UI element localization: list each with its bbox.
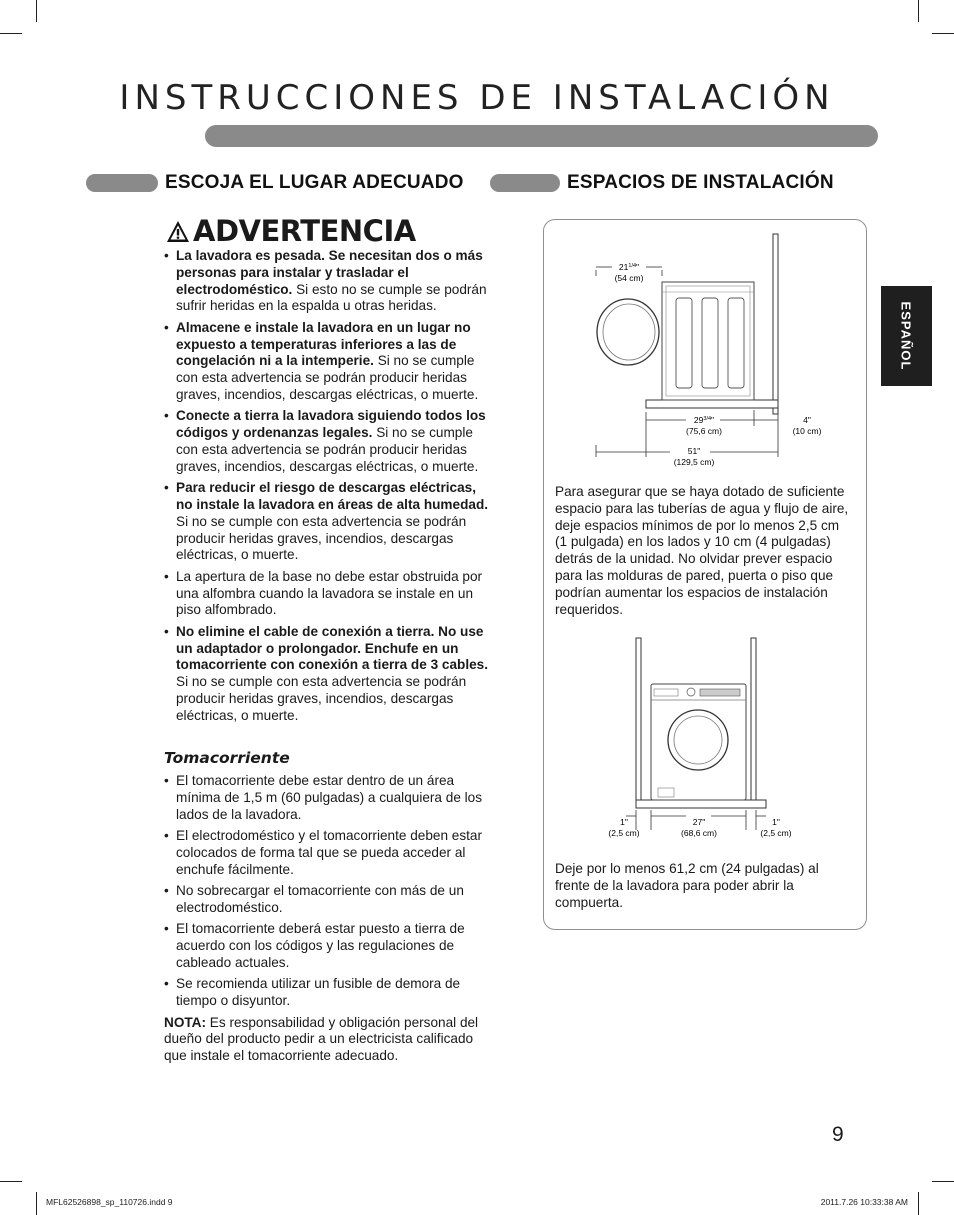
rear-clearance-cm: (10 cm) [792, 426, 822, 436]
crop-mark [932, 33, 954, 34]
list-item [164, 569, 489, 619]
language-tab-label: ESPAÑOL [898, 301, 914, 371]
unit-width-label: 27" [692, 817, 706, 827]
footer-timestamp: 2011.7.26 10:33:38 AM [820, 1197, 908, 1207]
title-bar [205, 125, 878, 147]
list-item: • El tomacorriente debe estar dentro de un área mínima de 1,5 m (60 pulgadas) a cualquiera de los lados de la lavadora. [164, 773, 489, 823]
warning-bold: Conecte a tierra la lavadora siguiendo todos los códigos y ordenanzas legales. [176, 408, 486, 441]
unit-depth-cm: (75,6 cm) [686, 426, 722, 436]
warning-list [164, 248, 489, 724]
warning-bold: Almacene e instale la lavadora en un lugar no expuesto a temperaturas inferiores a las de congelación ni a la intemperie. [176, 319, 471, 369]
note-paragraph [164, 1015, 489, 1065]
warning-text: La apertura de la base no debe estar obstruida por una alfombra cuando la lavadora se instale en un piso alfombrado. [176, 568, 483, 618]
right-gap-label: 1" [772, 817, 780, 827]
door-depth-label: $21^{1/4}$" [618, 262, 640, 272]
note-text: Es responsabilidad y obligación personal del dueño del producto pedir a un electricista calificado que instale el tomacorriente adecuado. [164, 1014, 479, 1064]
list-item [164, 320, 489, 404]
unit-width-cm: (68,6 cm) [681, 828, 717, 838]
warning-bold: No elimine el cable de conexión a tierra. No use un adaptador o prolongador. Enchufe en un tomacorriente con conexión a tierra de 3 cables. [176, 623, 489, 673]
warning-heading [166, 214, 416, 248]
crop-mark [918, 0, 919, 22]
list-item [164, 480, 489, 564]
section-title-left: ESCOJA EL LUGAR ADECUADO [165, 172, 464, 193]
total-depth-cm: (129,5 cm) [673, 457, 715, 467]
front-view-diagram [596, 636, 816, 846]
right-gap-cm: (2,5 cm) [760, 828, 792, 838]
crop-mark [36, 1192, 37, 1215]
door-depth-cm: (54 cm) [614, 273, 644, 283]
clearance-paragraph: Para asegurar que se haya dotado de suficiente espacio para las tuberías de agua y flujo de aire, deje espacios mínimos de por lo menos 2,5 cm (1 pulgada) en los lados y 10 cm (4 pulgadas) detrás de la unidad. No olvidar prever espacio para las molduras de pared, puerta o piso que podrían aumentar los espacios de instalación requeridos. [555, 484, 849, 617]
page-title: INSTRUCCIONES DE INSTALACIÓN [119, 78, 835, 118]
crop-mark [36, 0, 37, 22]
crop-mark [918, 1192, 919, 1215]
crop-mark [0, 1181, 22, 1182]
warning-title: ADVERTENCIA [193, 214, 416, 248]
list-item [164, 248, 489, 315]
front-clearance-paragraph: Deje por lo menos 61,2 cm (24 pulgadas) al frente de la lavadora para poder abrir la compuerta. [555, 861, 819, 910]
warning-triangle-icon [166, 220, 190, 243]
side-view-diagram [590, 230, 830, 470]
unit-depth-label: $29^{3/4}$" [693, 415, 715, 425]
warning-text: Si no se cumple con esta advertencia se podrán producir heridas graves, incendios, descargas eléctricas, o muerte. [176, 353, 479, 402]
crop-mark [932, 1181, 954, 1182]
warning-text: Si no se cumple con esta advertencia se podrán producir heridas graves, incendios, descargas eléctricas, o muerte. [176, 674, 467, 723]
warning-bold: Para reducir el riesgo de descargas eléctricas, no instale la lavadora en áreas de alta humedad. [176, 480, 489, 512]
section-title-right: ESPACIOS DE INSTALACIÓN [567, 172, 834, 193]
left-gap-label: 1" [620, 817, 628, 827]
warning-text: Si esto no se cumple se podrán sufrir heridas en la espalda u otras heridas. [176, 281, 487, 314]
list-item: • Se recomienda utilizar un fusible de demora de tiempo o disyuntor. [164, 976, 489, 1010]
footer-file-info: MFL62526898_sp_110726.indd 9 [46, 1197, 173, 1207]
list-item [164, 408, 489, 475]
left-gap-cm: (2,5 cm) [608, 828, 640, 838]
page-number: 9 [832, 1123, 844, 1146]
warning-text: Si no se cumple con esta advertencia se podrán producir heridas graves, incendios, descargas eléctricas, o muerte. [176, 425, 479, 474]
list-item: • El electrodoméstico y el tomacorriente deben estar colocados de forma tal que se pueda acceder al enchufe fácilmente. [164, 828, 489, 878]
section-pill-left [86, 174, 158, 192]
outlet-subheading: Tomacorriente [164, 749, 290, 768]
warning-text: Si no se cumple con esta advertencia se podrán producir heridas graves, incendios, descargas eléctricas, o muerte. [176, 513, 467, 563]
note-label: NOTA: [164, 1014, 207, 1030]
list-item: • El tomacorriente deberá estar puesto a tierra de acuerdo con los códigos y las regulaciones de cableado actuales. [164, 921, 489, 971]
list-item [164, 624, 489, 725]
language-tab [881, 286, 932, 386]
outlet-list [164, 773, 489, 1010]
total-depth-label: 51" [687, 446, 701, 456]
left-column [164, 248, 489, 1065]
crop-mark [0, 33, 22, 34]
list-item: • No sobrecargar el tomacorriente con más de un electrodoméstico. [164, 883, 489, 917]
rear-clearance-label: 4" [803, 415, 811, 425]
warning-bold: La lavadora es pesada. Se necesitan dos o más personas para instalar y trasladar el electrodoméstico. [176, 248, 483, 297]
section-pill-right [490, 174, 560, 192]
